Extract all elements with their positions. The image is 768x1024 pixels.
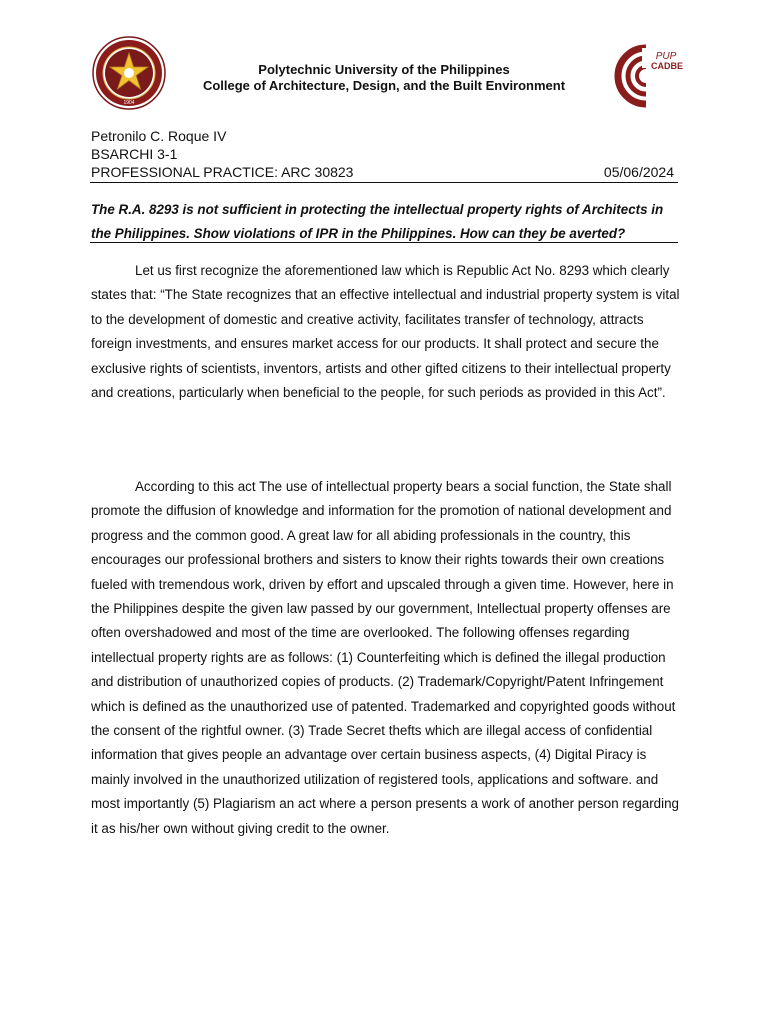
essay-question: The R.A. 8293 is not sufficient in protecting the intellectual property rights of Architects in the Philippines. Show violations of IPR in the Philippines. How can they be averted? (91, 202, 664, 241)
college-name: College of Architecture, Design, and the Built Environment (202, 78, 566, 93)
course-code: PROFESSIONAL PRACTICE: ARC 30823 (91, 164, 354, 180)
logo-text-pup: PUP (655, 51, 677, 62)
divider-top (90, 182, 678, 183)
pup-cadbe-logo-icon (606, 42, 690, 108)
document-date: 05/06/2024 (603, 164, 674, 180)
seal-year-text: 1904 (123, 100, 135, 106)
paragraph-1: Let us first recognize the aforementioned law which is Republic Act No. 8293 which clearly states that: “The State recognizes that an effective intellectual and industrial property system is vital to the development of domestic and creative activity, facilitates transfer of technology, attracts foreign investments, and ensures market access for our products. It shall protect and secure the exclusive rights of scientists, inventors, artists and other gifted citizens to their intellectual property and creations, particularly when beneficial to the people, for such periods as provided in this Act”. (91, 263, 680, 401)
document-header (0, 0, 768, 120)
student-section: BSARCHI 3-1 (91, 146, 178, 162)
logo-text-cadbe: CADBE (650, 61, 684, 71)
university-name: Polytechnic University of the Philippines (258, 62, 510, 77)
course-line (91, 164, 676, 181)
paragraph-2: According to this act The use of intellectual property bears a social function, the State shall promote the diffusion of knowledge and information for the promotion of national development and progress and the common good. A great law for all abiding professionals in the country, this encourages our professional brothers and sisters to know their rights towards their own creations fueled with tremendous work, driven by effort and upscaled through a given time. However, here in the Philippines despite the given law passed by our government, Intellectual property offenses are often overshadowed and most of the time are overlooked. The following offenses regarding intellectual property rights are as follows: (1) Counterfeiting which is defined the illegal production and distribution of unauthorized copies of products. (2) Trademark/Copyright/Patent Infringement which is defined as the unauthorized use of patented. Trademarked and copyrighted goods without the consent of the rightful owner. (3) Trade Secret thefts which are illegal access of confidential information that gives people an advantage over certain business aspects, (4) Digital Piracy is mainly involved in the unauthorized utilization of registered tools, applications and software. and most importantly (5) Plagiarism an act where a person presents a work of another person regarding it as his/her own without giving credit to the owner. (91, 479, 679, 836)
student-name: Petronilo C. Roque IV (91, 128, 227, 144)
divider-question (90, 242, 678, 243)
pup-seal-icon (92, 36, 166, 110)
